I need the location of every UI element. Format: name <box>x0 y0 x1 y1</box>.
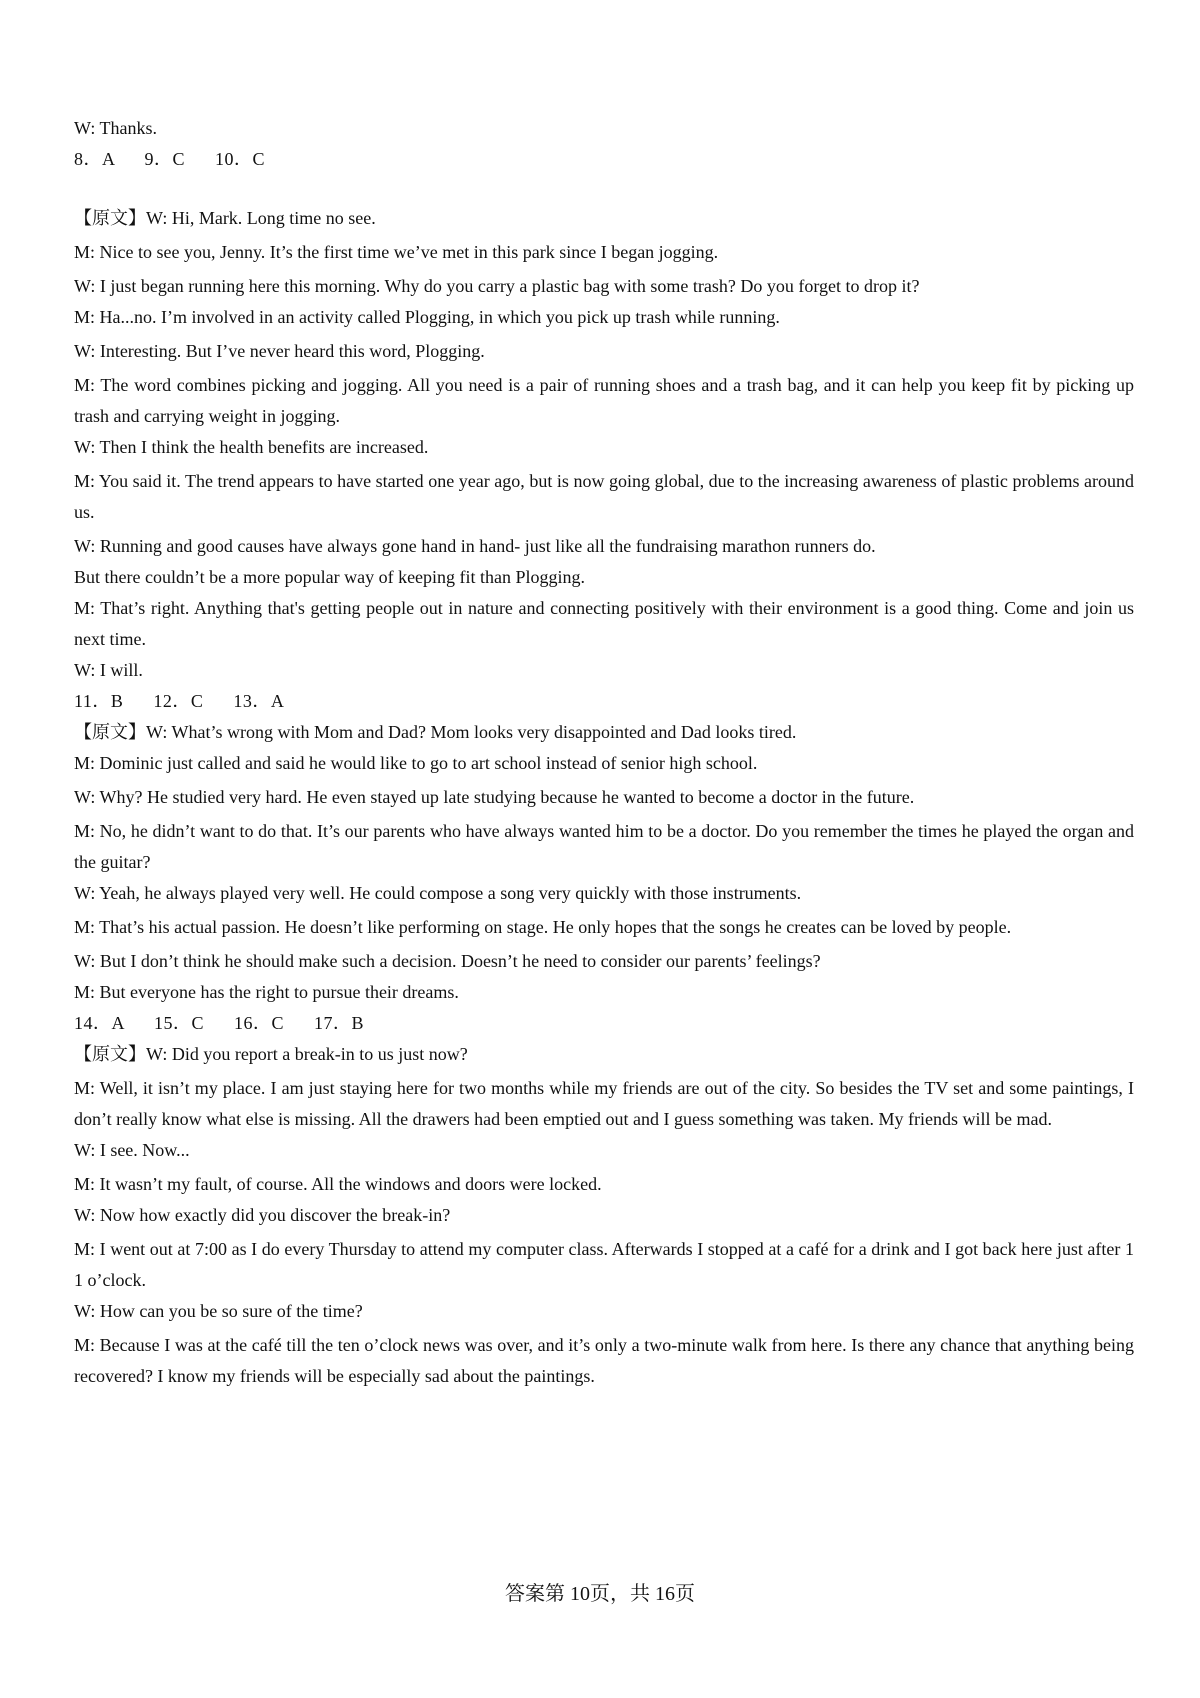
page-footer <box>0 1580 1200 1608</box>
transcript-line: M: Well, it isn’t my place. I am just staying here for two months while my friends are out of the city. So besides the TV set and some paintings, I don’t really know what else is missing. All the drawers had been emptied out and I guess something was taken. My friends will be mad. <box>74 1078 1134 1129</box>
transcript-line: W: How can you be so sure of the time? <box>74 1301 363 1321</box>
transcript-line: W: Thanks. <box>74 118 157 138</box>
transcript-line: M: You said it. The trend appears to have started one year ago, but is now going global, due to the increasing awareness of plastic problems around us. <box>74 471 1134 522</box>
transcript-line: M: Nice to see you, Jenny. It’s the first time we’ve met in this park since I began jogging. <box>74 242 719 262</box>
transcript-line: W: But I don’t think he should make such a decision. Doesn’t he need to consider our parents’ feelings? <box>74 951 821 971</box>
transcript-line: W: Interesting. But I’ve never heard this word, Plogging. <box>74 341 485 361</box>
transcript-line: 【原文】W: Did you report a break-in to us just now? <box>74 1044 468 1064</box>
transcript-line: M: The word combines picking and jogging. All you need is a pair of running shoes and a trash bag, and it can help you keep fit by picking up trash and carrying weight in jogging. <box>74 375 1134 426</box>
page-number-label: 答案第 10页，共 16页 <box>505 1583 695 1605</box>
transcript-line: M: Dominic just called and said he would like to go to art school instead of senior high school. <box>74 753 758 773</box>
transcript-line: W: I see. Now... <box>74 1140 190 1160</box>
transcript-line: W: I will. <box>74 660 143 680</box>
transcript-line: W: Yeah, he always played very well. He could compose a song very quickly with those instruments. <box>74 883 802 903</box>
transcript-line: M: Because I was at the café till the ten o’clock news was over, and it’s only a two-minute walk from here. Is there any chance that anything being recovered? I know my friends will be especially sad about the paintings. <box>74 1335 1134 1386</box>
transcript-line: M: No, he didn’t want to do that. It’s our parents who have always wanted him to be a doctor. Do you remember the times he played the organ and the guitar? <box>74 821 1134 872</box>
document-body <box>74 113 1134 1392</box>
transcript-line: W: Why? He studied very hard. He even stayed up late studying because he wanted to become a doctor in the future. <box>74 787 915 807</box>
transcript-line: W: Now how exactly did you discover the break-in? <box>74 1205 451 1225</box>
transcript-line: M: I went out at 7:00 as I do every Thursday to attend my computer class. Afterwards I stopped at a café for a drink and I got back here just after 1 1 o’clock. <box>74 1239 1134 1290</box>
transcript-line: M: But everyone has the right to pursue their dreams. <box>74 982 459 1002</box>
transcript-line: But there couldn’t be a more popular way of keeping fit than Plogging. <box>74 567 586 587</box>
transcript-line: 【原文】W: Hi, Mark. Long time no see. <box>74 208 376 228</box>
transcript-line: 【原文】W: What’s wrong with Mom and Dad? Mom looks very disappointed and Dad looks tired. <box>74 722 797 742</box>
transcript-line: W: I just began running here this morning. Why do you carry a plastic bag with some trash? Do you forget to drop it? <box>74 276 920 296</box>
answer-key-line: 11．B 12．C 13．A <box>74 691 285 711</box>
transcript-line: W: Running and good causes have always gone hand in hand- just like all the fundraising marathon runners do. <box>74 536 876 556</box>
transcript-line: W: Then I think the health benefits are increased. <box>74 437 429 457</box>
transcript-line: M: That’s his actual passion. He doesn’t like performing on stage. He only hopes that the songs he creates can be loved by people. <box>74 917 1012 937</box>
transcript-line: M: It wasn’t my fault, of course. All the windows and doors were locked. <box>74 1174 602 1194</box>
transcript-line: M: That’s right. Anything that's getting people out in nature and connecting positively with their environment is a good thing. Come and join us next time. <box>74 598 1134 649</box>
answer-key-line: 8．A 9．C 10．C <box>74 149 266 169</box>
answer-key-line: 14．A 15．C 16．C 17．B <box>74 1013 365 1033</box>
transcript-line: M: Ha...no. I’m involved in an activity called Plogging, in which you pick up trash while running. <box>74 307 780 327</box>
